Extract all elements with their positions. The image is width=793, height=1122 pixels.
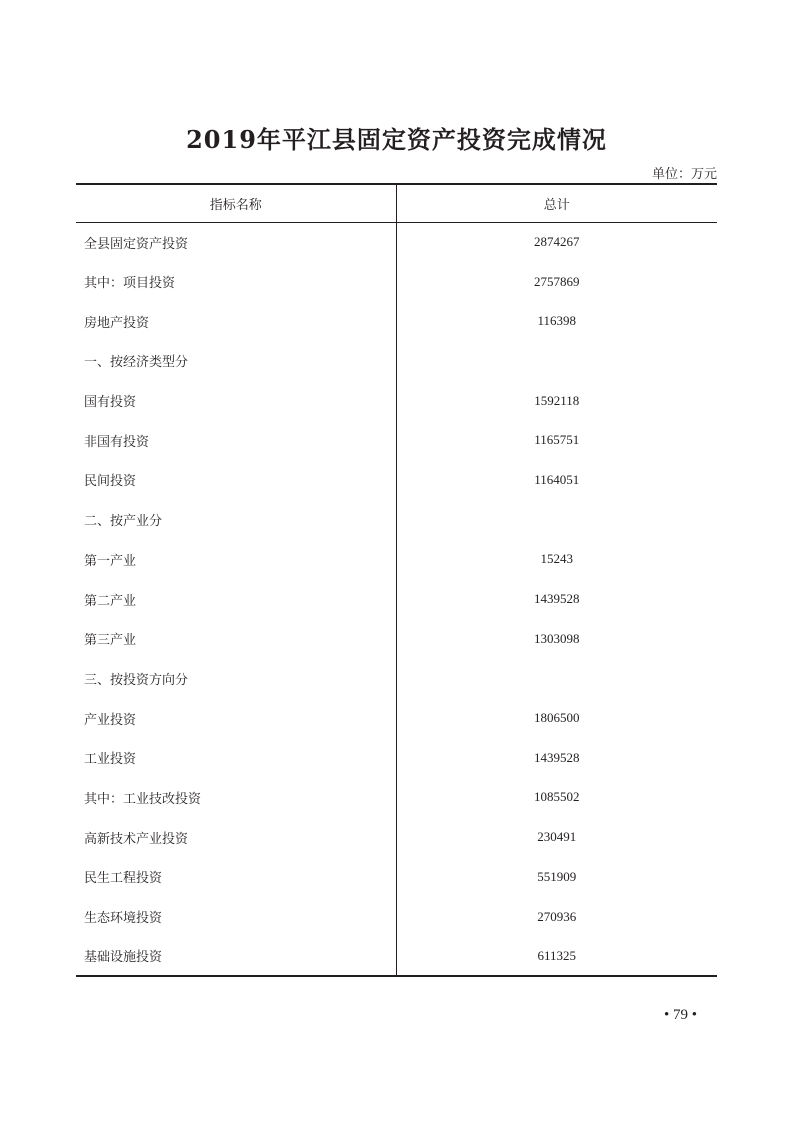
row-total-value: 1806500 bbox=[534, 710, 580, 726]
table-row bbox=[76, 460, 717, 500]
row-indicator-name: 其中：工业技改投资 bbox=[76, 778, 396, 818]
table-row bbox=[76, 420, 717, 460]
table-row bbox=[76, 222, 717, 262]
row-indicator-name: 房地产投资 bbox=[76, 301, 396, 341]
row-indicator-name: 非国有投资 bbox=[76, 420, 396, 460]
row-total-value: 1303098 bbox=[534, 630, 580, 646]
header-total: 总计 bbox=[396, 184, 717, 222]
table-row bbox=[76, 579, 717, 619]
row-indicator-name: 基础设施投资 bbox=[76, 936, 396, 976]
table-row bbox=[76, 778, 717, 818]
row-indicator-name: 产业投资 bbox=[76, 698, 396, 738]
row-indicator-name: 二、按产业分 bbox=[76, 500, 396, 540]
row-indicator-name: 高新技术产业投资 bbox=[76, 817, 396, 857]
table-row bbox=[76, 341, 717, 381]
row-total-value: 270936 bbox=[537, 908, 577, 924]
row-total-value: 1164051 bbox=[534, 471, 580, 487]
row-total-value: 2874267 bbox=[534, 234, 580, 250]
row-indicator-name: 民生工程投资 bbox=[76, 857, 396, 897]
row-total-value bbox=[396, 659, 717, 699]
investment-table bbox=[76, 183, 717, 977]
row-total-value: 551909 bbox=[537, 868, 577, 884]
table-row bbox=[76, 936, 717, 976]
row-total-value: 611325 bbox=[396, 936, 717, 976]
row-total-value: 1439528 bbox=[534, 591, 580, 607]
table-row bbox=[76, 619, 717, 659]
header-row bbox=[76, 184, 717, 222]
row-total-value: 230491 bbox=[537, 829, 577, 845]
table-row bbox=[76, 897, 717, 937]
table-row bbox=[76, 738, 717, 778]
row-indicator-name: 第三产业 bbox=[76, 619, 396, 659]
table-row bbox=[76, 857, 717, 897]
page-title: 2019年平江县固定资产投资完成情况 bbox=[186, 125, 607, 154]
table-row bbox=[76, 659, 717, 699]
header-indicator-name: 指标名称 bbox=[76, 184, 396, 222]
row-total-value: 1165751 bbox=[534, 432, 580, 448]
row-indicator-name: 三、按投资方向分 bbox=[76, 659, 396, 699]
table-row bbox=[76, 301, 717, 341]
row-total-value: 116398 bbox=[537, 313, 577, 329]
row-total-value: 1085502 bbox=[534, 789, 580, 805]
page-number: • 79 • bbox=[663, 1007, 697, 1023]
table-row bbox=[76, 381, 717, 421]
row-total-value: 1592118 bbox=[534, 392, 580, 408]
row-indicator-name: 国有投资 bbox=[76, 381, 396, 421]
row-indicator-name: 生态环境投资 bbox=[76, 897, 396, 937]
row-total-value: 2757869 bbox=[534, 273, 580, 289]
row-total-value bbox=[396, 341, 717, 381]
table-row bbox=[76, 540, 717, 580]
row-indicator-name: 第一产业 bbox=[76, 540, 396, 580]
row-total-value: 15243 bbox=[540, 551, 573, 567]
table-row bbox=[76, 500, 717, 540]
investment-table-container bbox=[76, 183, 717, 977]
row-indicator-name: 民间投资 bbox=[76, 460, 396, 500]
row-indicator-name: 全县固定资产投资 bbox=[76, 222, 396, 262]
table-row bbox=[76, 698, 717, 738]
table-header bbox=[76, 184, 717, 222]
row-indicator-name: 第二产业 bbox=[76, 579, 396, 619]
row-total-value bbox=[396, 500, 717, 540]
table-row bbox=[76, 262, 717, 302]
table-body bbox=[76, 222, 717, 976]
unit-label: 单位：万元 bbox=[651, 167, 717, 182]
row-total-value: 1439528 bbox=[534, 749, 580, 765]
row-indicator-name: 一、按经济类型分 bbox=[76, 341, 396, 381]
table-row bbox=[76, 817, 717, 857]
row-indicator-name: 其中：项目投资 bbox=[76, 262, 396, 302]
row-indicator-name: 工业投资 bbox=[76, 738, 396, 778]
